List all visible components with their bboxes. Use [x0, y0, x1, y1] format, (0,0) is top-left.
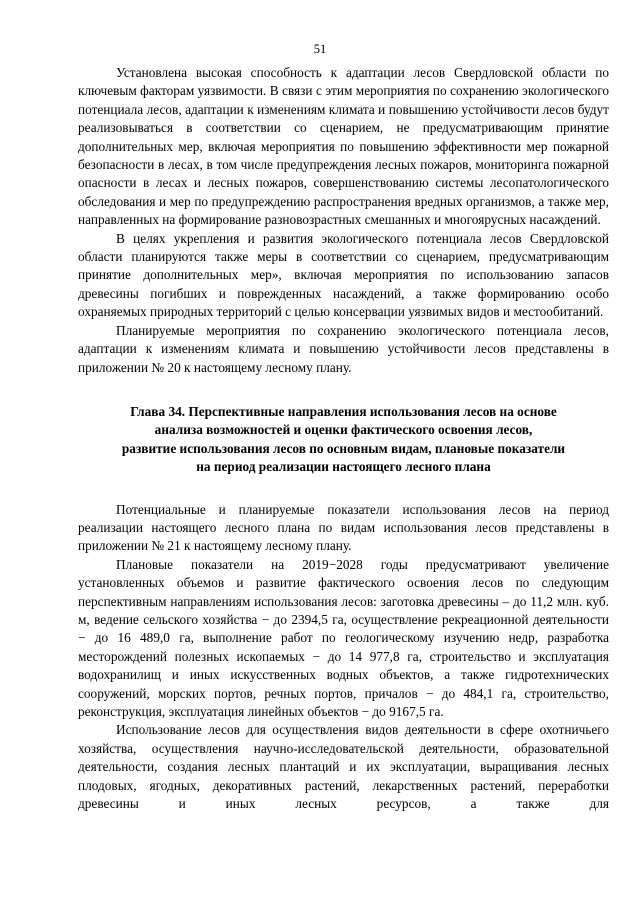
paragraph-ecological-potential: В целях укрепления и развития экологического потенциала лесов Свердловской области планируются также меры в соответствии со сценарием, предусматривающим принятие дополнительных мер», включая мероприятия по использованию запасов древесины погибших и поврежденных насаждений, а также формированию особо охраняемых природных территорий с целью консервации уязвимых видов и местообитаний.	[78, 230, 609, 320]
document-body	[78, 64, 609, 813]
paragraph-potential-indicators: Потенциальные и планируемые показатели использования лесов на период реализации настоящего лесного плана по видам использования лесов представлены в приложении № 21 к настоящему лесному плану.	[78, 501, 609, 554]
page-number: 51	[313, 42, 327, 56]
chapter-heading-line: развитие использования лесов по основным видам, плановые показатели	[121, 440, 566, 456]
chapter-heading-line: Глава 34. Перспективные направления использования лесов на основе	[130, 403, 557, 419]
paragraph-adaptation: Установлена высокая способность к адаптации лесов Свердловской области по ключевым факторам уязвимости. В связи с этим мероприятия по сохранению экологического потенциала лесов, адаптации к изменениям климата и повышению устойчивости лесов будут реализовываться в соответствии со сценарием, не предусматривающим принятие дополнительных мер, включая мероприятия по повышению эффективности мер пожарной безопасности в лесах, в том числе предупреждения лесных пожаров, мониторинга пожарной опасности в лесах и лесных пожаров, совершенствованию системы лесопатологического обследования и мер по предупреждению распространения вредных организмов, а также мер, направленных на формирование разновозрастных смешанных и многоярусных насаждений.	[78, 65, 609, 228]
chapter-heading-line: анализа возможностей и оценки фактического освоения лесов,	[154, 422, 533, 438]
chapter-heading	[78, 403, 609, 477]
paragraph-planned-indicators: Плановые показатели на 2019−2028 годы предусматривают увеличение установленных объемов и развитие фактического освоения лесов по следующим перспективным направлениям использования лесов: заготовка древесины – до 11,2 млн. куб. м, ведение сельского хозяйства − до 2394,5 га, осуществление рекреационной деятельности − до 16 489,0 га, выполнение работ по геологическому изучению недр, разработка месторождений полезных ископаемых − до 14 977,8 га, строительство и эксплуатация водохранилищ и иных искусственных водных объектов, а также гидротехнических сооружений, морских портов, речных портов, причалов − до 484,1 га, строительство, реконструкция, эксплуатация линейных объектов − до 9167,5 га.	[78, 556, 609, 719]
paragraph-planned-measures: Планируемые мероприятия по сохранению экологического потенциала лесов, адаптации к изменениям климата и повышению устойчивости лесов представлены в приложении № 20 к настоящему лесному плану.	[78, 322, 609, 375]
chapter-heading-line: на период реализации настоящего лесного плана	[196, 459, 491, 475]
paragraph-forest-use: Использование лесов для осуществления видов деятельности в сфере охотничьего хозяйства, осуществления научно-исследовательской деятельности, образовательной деятельности, создания лесных плантаций и их эксплуатации, выращивания лесных плодовых, ягодных, декоративных растений, лекарственных растений, переработки древесины и иных лесных ресурсов, а также для	[78, 722, 609, 812]
